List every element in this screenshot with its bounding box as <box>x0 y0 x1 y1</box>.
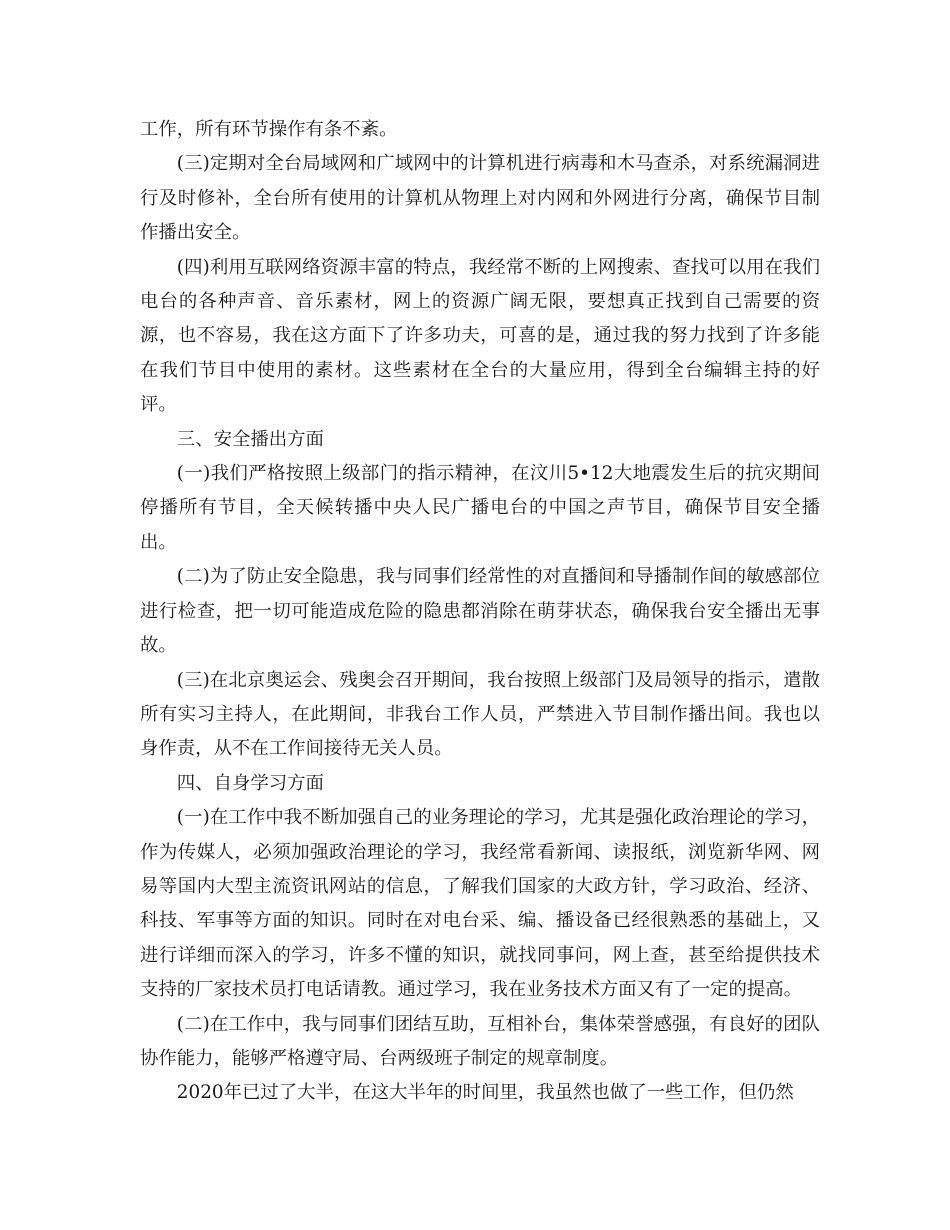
section-heading-safe-broadcast: 三、安全播出方面 <box>176 428 324 450</box>
paragraph-item-network-security: (三)定期对全台局域网和广域网中的计算机进行病毒和木马查杀，对系统漏洞进行及时修补，全台所有使用的计算机从物理上对内网和外网进行分离，确保节目制作播出安全。 <box>140 153 820 244</box>
paragraph-item-earthquake-relay: (一)我们严格按照上级部门的指示精神，在汶川5•12大地震发生后的抗灾期间停播所有节目，全天候转播中央人民广播电台的中国之声节目，确保节目安全播出。 <box>140 463 820 553</box>
paragraph-continuation: 工作，所有环节操作有条不紊。 <box>140 119 398 140</box>
document-body <box>140 113 820 1111</box>
paragraph-item-safety-inspection: (二)为了防止安全隐患，我与同事们经常性的对直播间和导播制作间的敏感部位进行检查，把一切可能造成危险的隐患都消除在萌芽状态，确保我台安全播出无事故。 <box>140 566 820 657</box>
paragraph-item-olympics: (三)在北京奥运会、残奥会召开期间，我台按照上级部门及局领导的指示，遣散所有实习主持人，在此期间，非我台工作人员，严禁进入节目制作播出间。我也以身作责，从不在工作间接待无关人员。 <box>140 669 820 760</box>
section-heading-self-study: 四、自身学习方面 <box>176 772 324 794</box>
paragraph-item-teamwork: (二)在工作中，我与同事们团结互助，互相补台，集体荣誉感强，有良好的团队协作能力，能够严格遵守局、台两级班子制定的规章制度。 <box>140 1013 820 1069</box>
paragraph-item-internet-resources: (四)利用互联网络资源丰富的特点，我经常不断的上网搜索、查找可以用在我们电台的各种声音、音乐素材，网上的资源广阔无限，要想真正找到自己需要的资源，也不容易，我在这方面下了许多功夫，可喜的是，通过我的努力找到了许多能在我们节目中使用的素材。这些素材在全台的大量应用，得到全台编辑主持的好评。 <box>140 256 820 416</box>
paragraph-summary: 2020年已过了大半，在这大半年的时间里，我虽然也做了一些工作，但仍然 <box>176 1082 794 1104</box>
paragraph-item-theory-study: (一)在工作中我不断加强自己的业务理论的学习，尤其是强化政治理论的学习，作为传媒人，必须加强政治理论的学习，我经常看新闻、读报纸，浏览新华网、网易等国内大型主流资讯网站的信息，了解我们国家的大政方针，学习政治、经济、科技、军事等方面的知识。同时在对电台采、编、播设备已经很熟悉的基础上，又进行详细而深入的学习，许多不懂的知识，就找同事问，网上查，甚至给提供技术支持的厂家技术员打电话请教。通过学习，我在业务技术方面又有了一定的提高。 <box>140 807 820 1001</box>
